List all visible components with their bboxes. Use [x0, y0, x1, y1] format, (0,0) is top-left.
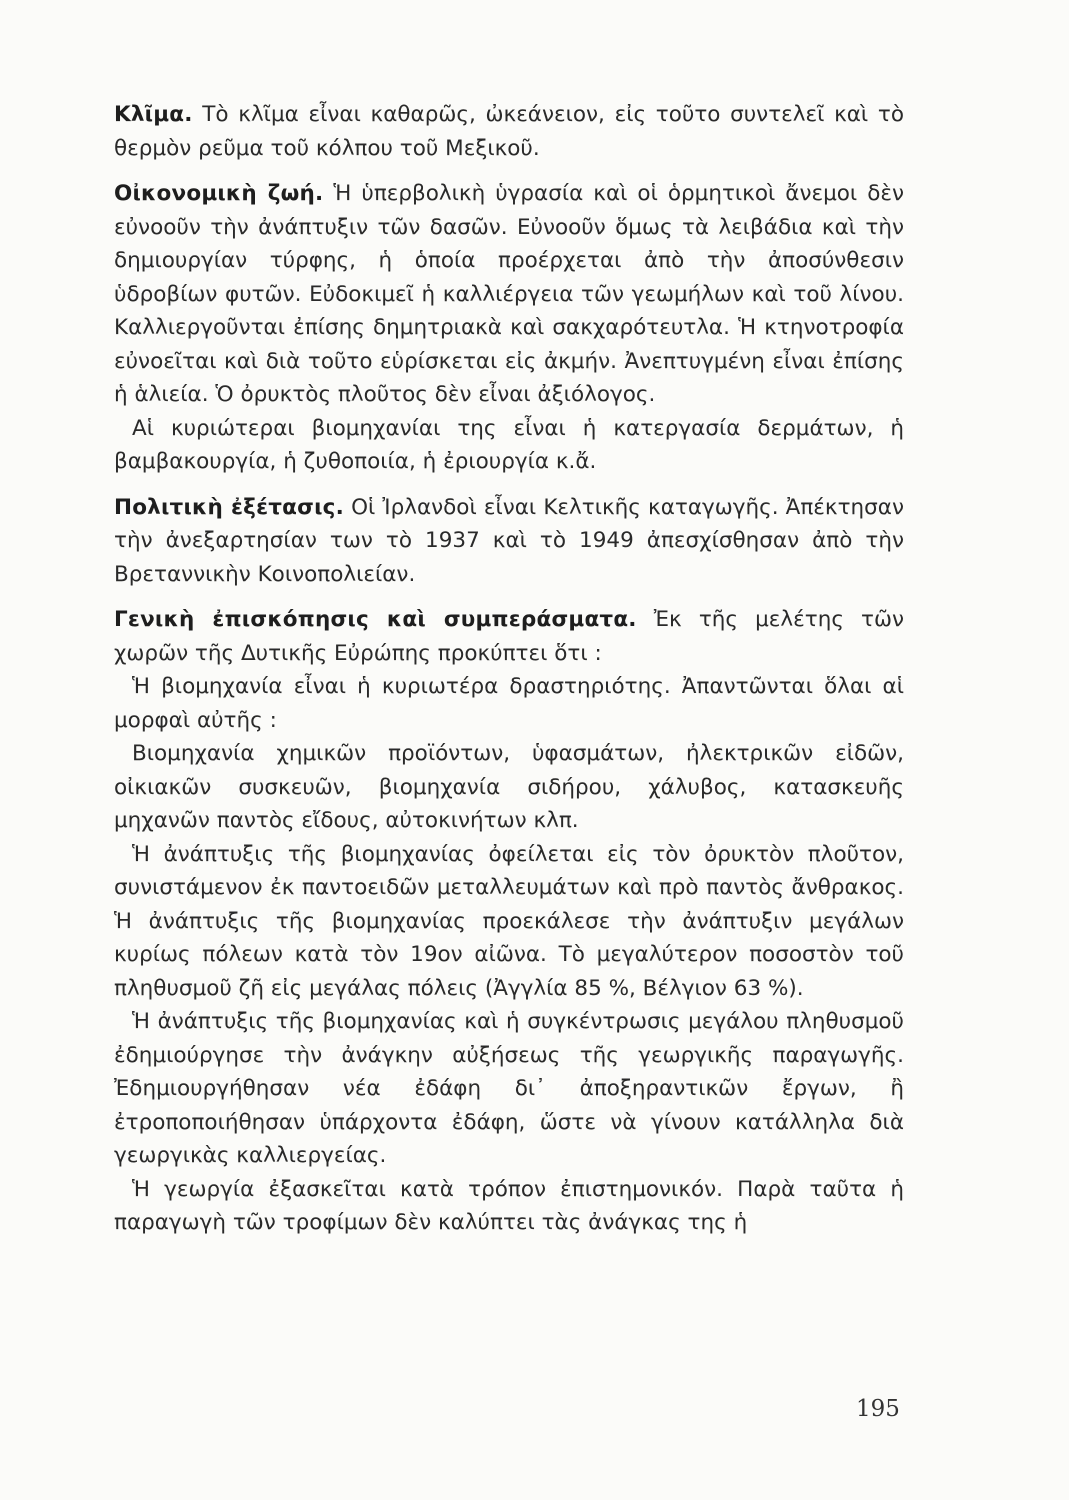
section-text-geniki: Ἐκ τῆς μελέτης τῶν χωρῶν τῆς Δυτικῆς Εὐρώπης προκύπτει ὅτι :: [114, 607, 904, 666]
section-heading-oikonomiki: Οἰκονομικὴ ζωή.: [114, 181, 324, 206]
geniki-paragraph: Ἡ γεωργία ἐξασκεῖται κατὰ τρόπον ἐπιστημονικόν. Παρὰ ταῦτα ἡ παραγωγὴ τῶν τροφίμων δὲν καλύπτει τὰς ἀνάγκας της ἡ: [114, 1176, 904, 1235]
section-politiki: [114, 491, 904, 592]
section-heading-geniki: Γενικὴ ἐπισκόπησις καὶ συμπεράσματα.: [114, 607, 637, 632]
section-geniki: [114, 603, 904, 670]
geniki-paragraph: Ἡ ἀνάπτυξις τῆς βιομηχανίας καὶ ἡ συγκέντρωσις μεγάλου πληθυσμοῦ ἐδημιούργησε τὴν ἀνάγκην αὐξήσεως τῆς γεωργικῆς παραγωγῆς. Ἐδημιουργήθησαν νέα ἐδάφη δι᾿ ἀποξηραντικῶν ἔργων, ἢ ἐτροποποιήθησαν ὑπάρχοντα ἐδάφη, ὥστε νὰ γίνουν κατάλληλα διὰ γεωργικὰς καλλιεργείας.: [114, 1009, 904, 1168]
section-klima: [114, 98, 904, 165]
section-text-politiki: Οἱ Ἰρλανδοὶ εἶναι Κελτικῆς καταγωγῆς. Ἀπέκτησαν τὴν ἀνεξαρτησίαν των τὸ 1937 καὶ τὸ 1949 ἀπεσχίσθησαν ἀπὸ τὴν Βρεταννικὴν Κοινοπολιείαν.: [114, 494, 904, 587]
page-body: [114, 98, 904, 1240]
section-oikonomiki-continuation: Αἱ κυριώτεραι βιομηχανίαι της εἶναι ἡ κατεργασία δερμάτων, ἡ βαμβακουργία, ἡ ζυθοποιία, ἡ ἐριουργία κ.ἄ.: [114, 415, 904, 474]
section-text-oikonomiki: Ἡ ὑπερβολικὴ ὑγρασία καὶ οἱ ὁρμητικοὶ ἄνεμοι δὲν εὐνοοῦν τὴν ἀνάπτυξιν τῶν δασῶν. Εὐνοοῦν ὅμως τὰ λειβάδια καὶ τὴν δημιουργίαν τύρφης, ἡ ὁποία προέρχεται ἀπὸ τὴν ἀποσύνθεσιν ὑδροβίων φυτῶν. Εὐδοκιμεῖ ἡ καλλιέργεια τῶν γεωμήλων καὶ τοῦ λίνου. Καλλιεργοῦνται ἐπίσης δημητριακὰ καὶ σακχαρότευτλα. Ἡ κτηνοτροφία εὐνοεῖται καὶ διὰ τοῦτο εὑρίσκεται εἰς ἀκμήν. Ἀνεπτυγμένη εἶναι ἐπίσης ἡ ἁλιεία. Ὁ ὀρυκτὸς πλοῦτος δὲν εἶναι ἀξιόλογος.: [114, 181, 904, 407]
geniki-paragraph: Ἡ ἀνάπτυξις τῆς βιομηχανίας ὀφείλεται εἰς τὸν ὀρυκτὸν πλοῦτον, συνιστάμενον ἐκ παντοειδῶν μεταλλευμάτων καὶ πρὸ παντὸς ἄνθρακος. Ἡ ἀνάπτυξις τῆς βιομηχανίας προεκάλεσε τὴν ἀνάπτυξιν μεγάλων κυρίως πόλεων κατὰ τὸν 19ον αἰῶνα. Τὸ μεγαλύτερον ποσοστὸν τοῦ πληθυσμοῦ ζῆ εἰς μεγάλας πόλεις (Ἀγγλία 85 %, Βέλγιον 63 %).: [114, 841, 904, 1001]
section-oikonomiki: [114, 177, 904, 412]
section-heading-klima: Κλῖμα.: [114, 102, 193, 127]
page-number: 195: [856, 1396, 900, 1422]
geniki-paragraph: Ἡ βιομηχανία εἶναι ἡ κυριωτέρα δραστηριότης. Ἀπαντῶνται ὅλαι αἱ μορφαὶ αὐτῆς :: [114, 674, 904, 733]
geniki-paragraph: Βιομηχανία χημικῶν προϊόντων, ὑφασμάτων, ἠλεκτρικῶν εἰδῶν, οἰκιακῶν συσκευῶν, βιομηχανία σιδήρου, χάλυβος, κατασκευῆς μηχανῶν παντὸς εἴδους, αὐτοκινήτων κλπ.: [114, 741, 904, 833]
section-heading-politiki: Πολιτικὴ ἐξέτασις.: [114, 494, 344, 520]
section-text-klima: Τὸ κλῖμα εἶναι καθαρῶς, ὠκεάνειον, εἰς τοῦτο συντελεῖ καὶ τὸ θερμὸν ρεῦμα τοῦ κόλπου τοῦ Μεξικοῦ.: [114, 102, 904, 161]
